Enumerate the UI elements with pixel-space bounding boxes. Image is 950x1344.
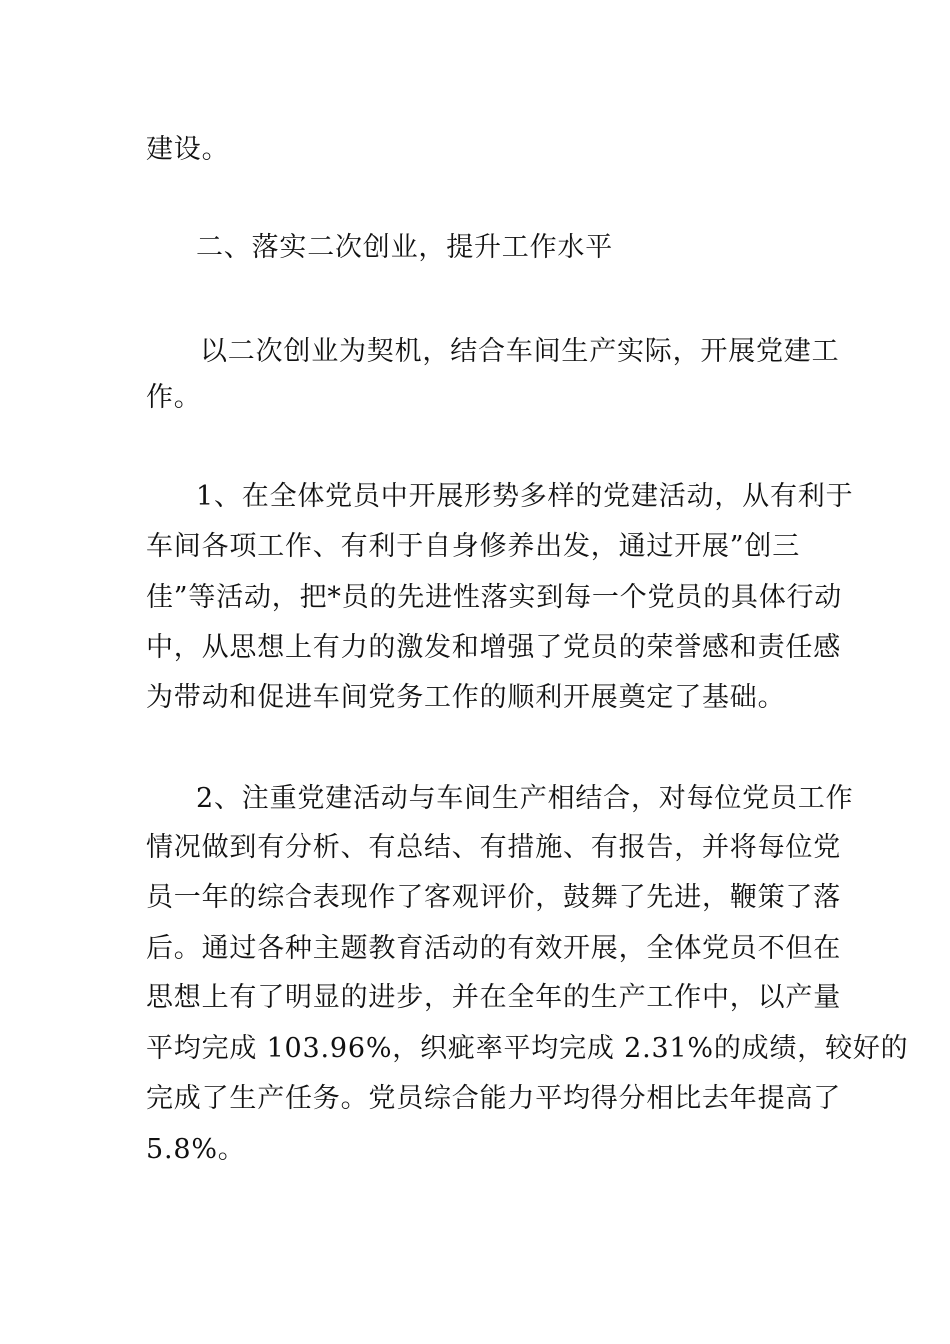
text-line: 车间各项工作、有利于自身修养出发，通过开展”创三 <box>146 531 801 562</box>
text-line: 后。通过各种主题教育活动的有效开展，全体党员不但在 <box>146 933 841 964</box>
text-line: 1、在全体党员中开展形势多样的党建活动，从有利于 <box>196 481 854 512</box>
text-line: 平均完成 103.96%，织疵率平均完成 2.31%的成绩，较好的 <box>146 1033 909 1064</box>
text-line: 员一年的综合表现作了客观评价，鼓舞了先进，鞭策了落 <box>146 882 841 913</box>
text-line: 作。 <box>146 382 202 413</box>
text-line: 完成了生产任务。党员综合能力平均得分相比去年提高了 <box>146 1083 841 1114</box>
text-line: 5.8%。 <box>146 1134 246 1165</box>
text-line: 为带动和促进车间党务工作的顺利开展奠定了基础。 <box>146 682 786 713</box>
text-line: 情况做到有分析、有总结、有措施、有报告，并将每位党 <box>146 832 841 863</box>
text-line: 以二次创业为契机，结合车间生产实际，开展党建工 <box>200 336 840 367</box>
text-line: 2、注重党建活动与车间生产相结合，对每位党员工作 <box>196 783 854 814</box>
text-line: 建设。 <box>146 134 230 165</box>
text-line: 思想上有了明显的进步，并在全年的生产工作中，以产量 <box>146 982 841 1013</box>
text-line: 佳”等活动，把*员的先进性落实到每一个党员的具体行动 <box>146 582 843 613</box>
section-heading: 二、落实二次创业，提升工作水平 <box>196 232 613 263</box>
text-line: 中，从思想上有力的激发和增强了党员的荣誉感和责任感 <box>146 632 841 663</box>
